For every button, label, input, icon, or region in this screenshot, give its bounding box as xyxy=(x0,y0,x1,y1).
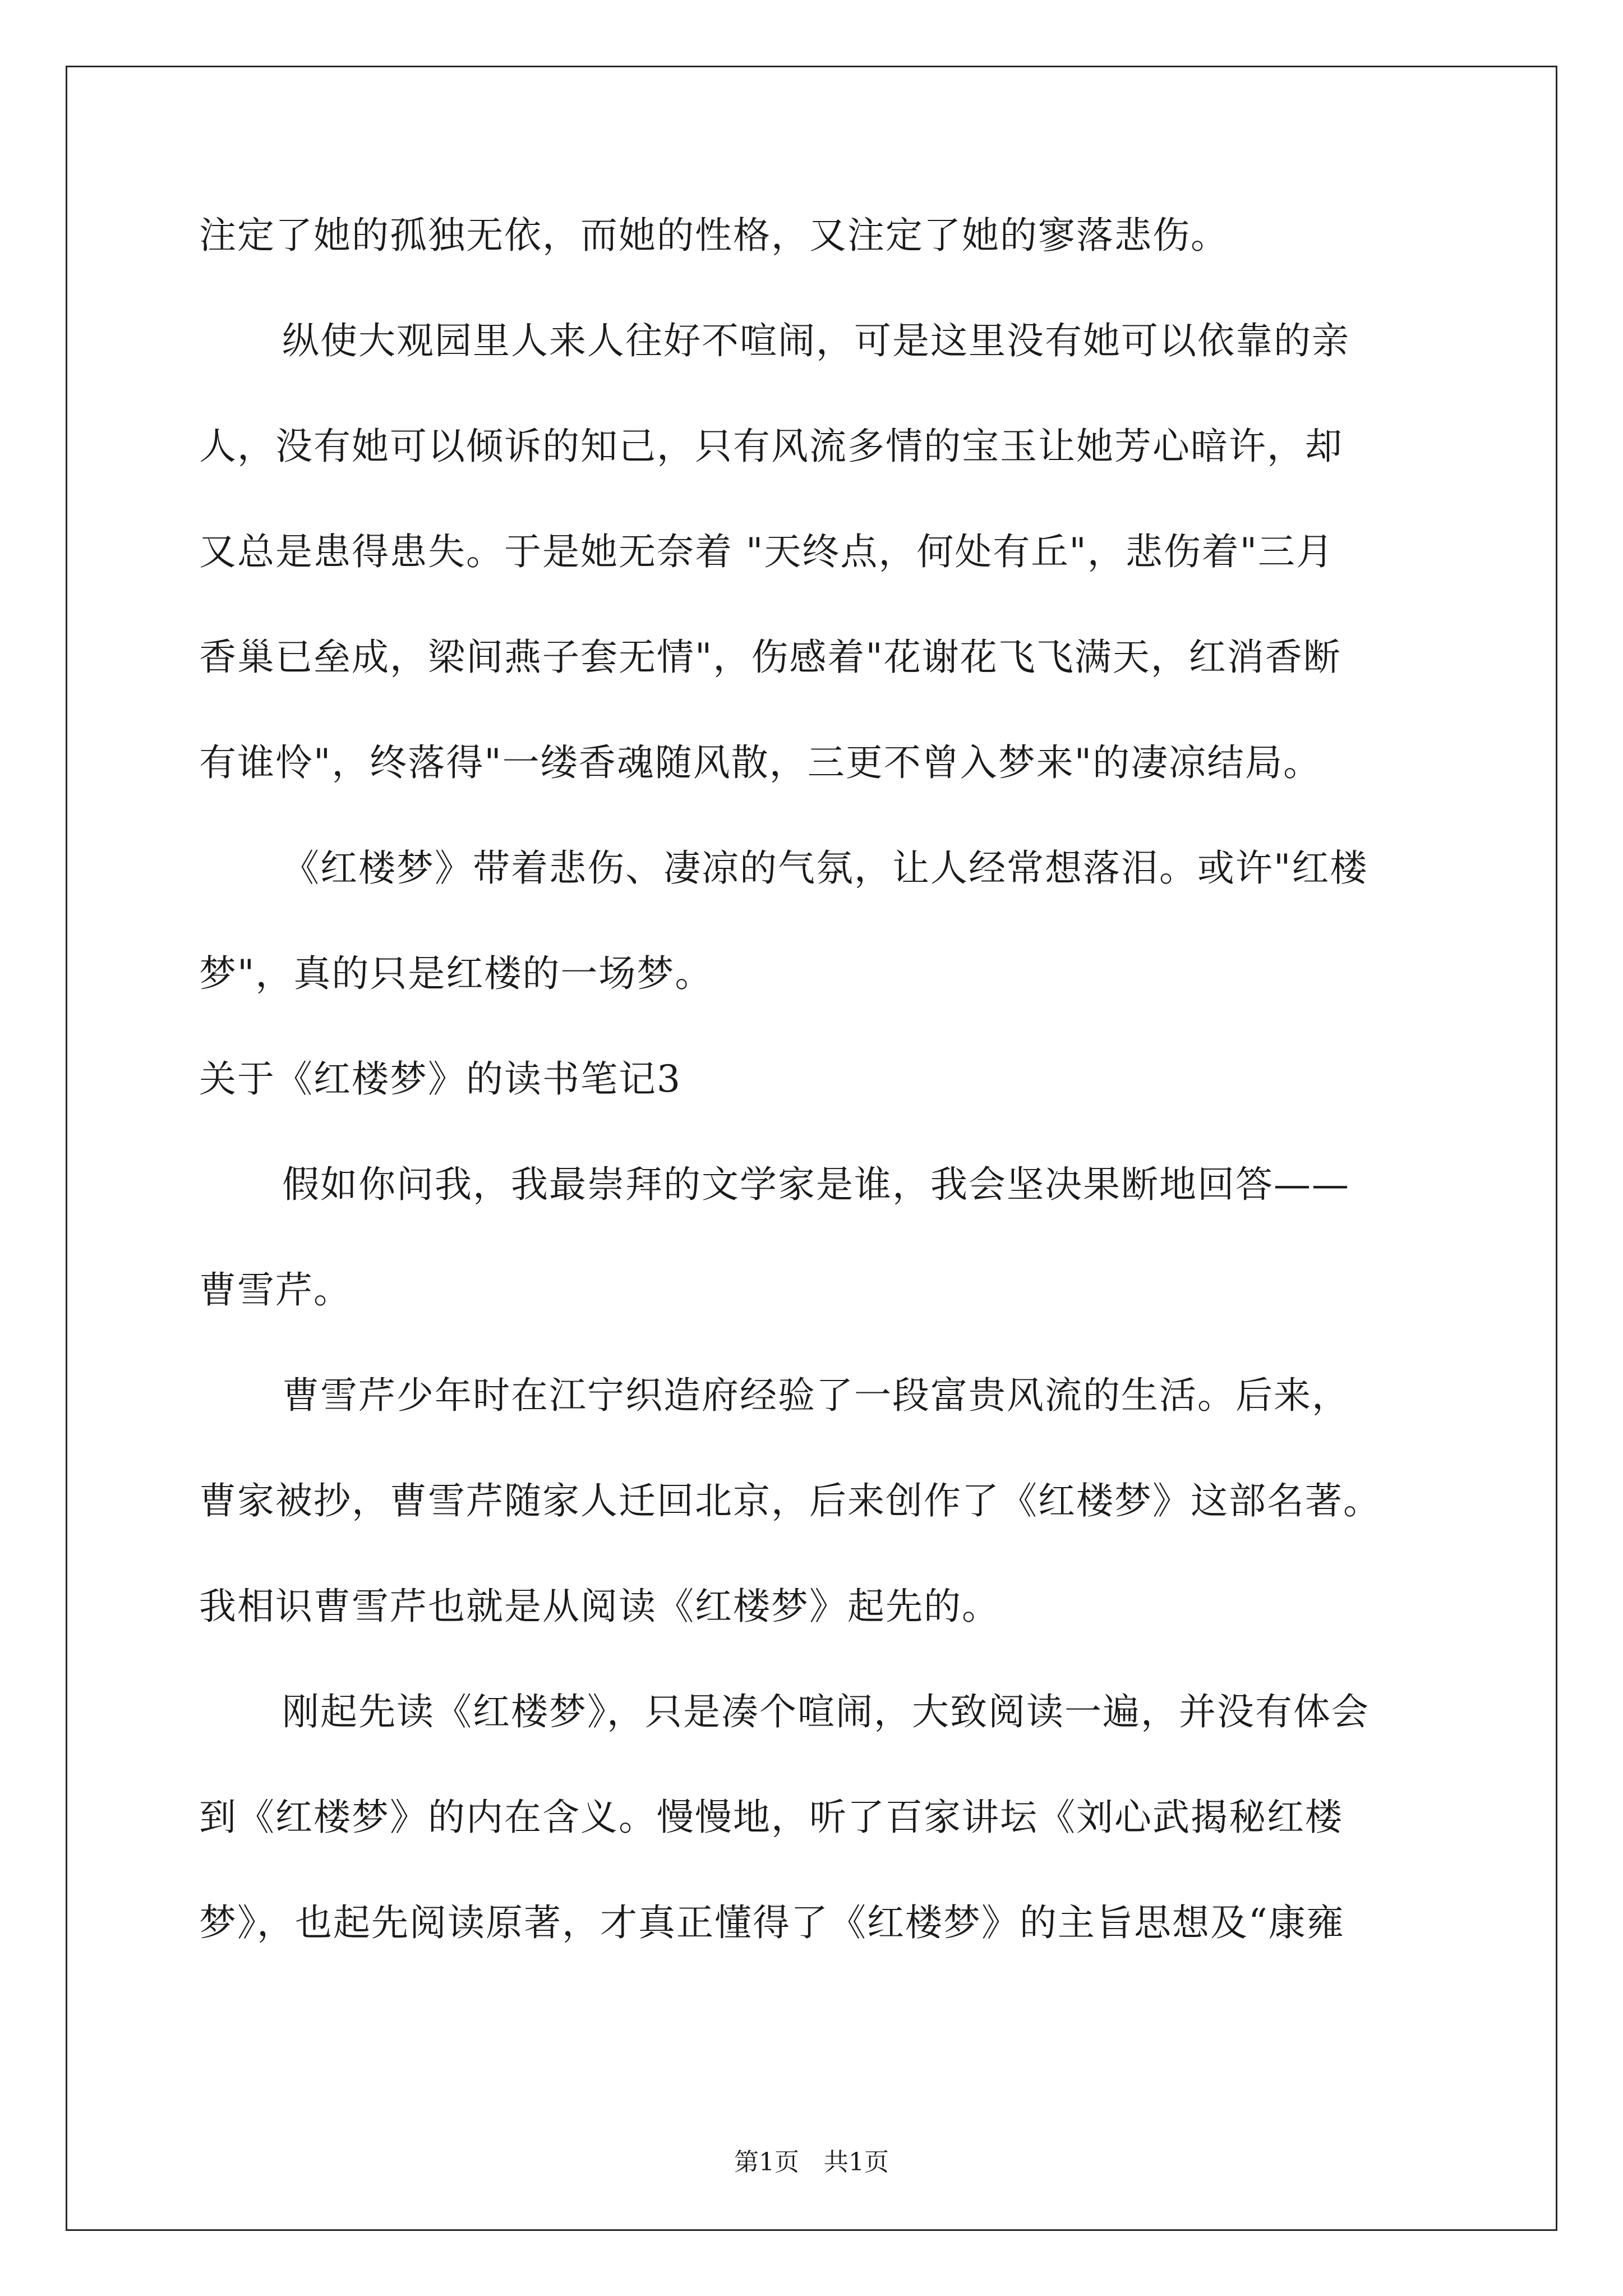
text-line: 《红楼梦》带着悲伤、凄凉的气氛，让人经常想落泪。或许"红楼 xyxy=(282,846,1368,890)
text-line: 纵使大观园里人来人往好不喧闹，可是这里没有她可以依靠的亲 xyxy=(282,319,1350,362)
text-line: 有谁怜"，终落得"一缕香魂随风散，三更不曾入梦来"的凄凉结局。 xyxy=(199,741,1322,784)
text-line: 梦"，真的只是红楼的一场梦。 xyxy=(199,952,713,995)
text-line: 曹雪芹少年时在江宁织造府经验了一段富贵风流的生活。后来， xyxy=(282,1374,1350,1417)
text-line: 人，没有她可以倾诉的知己，只有风流多情的宝玉让她芳心暗许，却 xyxy=(199,425,1343,468)
text-line: 又总是患得患失。于是她无奈着 "天终点，何处有丘"，悲伤着"三月 xyxy=(199,530,1335,573)
page-number-footer: 第1页 共1页 xyxy=(734,2148,889,2177)
text-line: 梦》，也起先阅读原著，才真正懂得了《红楼梦》的主旨思想及“康雍 xyxy=(199,1901,1345,1944)
text-line: 到《红楼梦》的内在含义。慢慢地，听了百家讲坛《刘心武揭秘红楼 xyxy=(199,1796,1343,1839)
text-line: 注定了她的孤独无依，而她的性格，又注定了她的寥落悲伤。 xyxy=(199,214,1229,257)
text-line: 刚起先读《红楼梦》，只是凑个喧闹，大致阅读一遍，并没有体会 xyxy=(282,1690,1370,1733)
section-heading: 关于《红楼梦》的读书笔记3 xyxy=(199,1057,681,1101)
text-line: 曹家被抄，曹雪芹随家人迁回北京，后来创作了《红楼梦》这部名著。 xyxy=(199,1479,1381,1522)
text-line: 假如你问我，我最崇拜的文学家是谁，我会坚决果断地回答—— xyxy=(282,1163,1350,1206)
text-line: 香巢已垒成，梁间燕子套无情"，伤感着"花谢花飞飞满天，红消香断 xyxy=(199,636,1341,679)
text-line: 曹雪芹。 xyxy=(199,1268,352,1312)
text-line: 我相识曹雪芹也就是从阅读《红楼梦》起先的。 xyxy=(199,1585,1000,1628)
